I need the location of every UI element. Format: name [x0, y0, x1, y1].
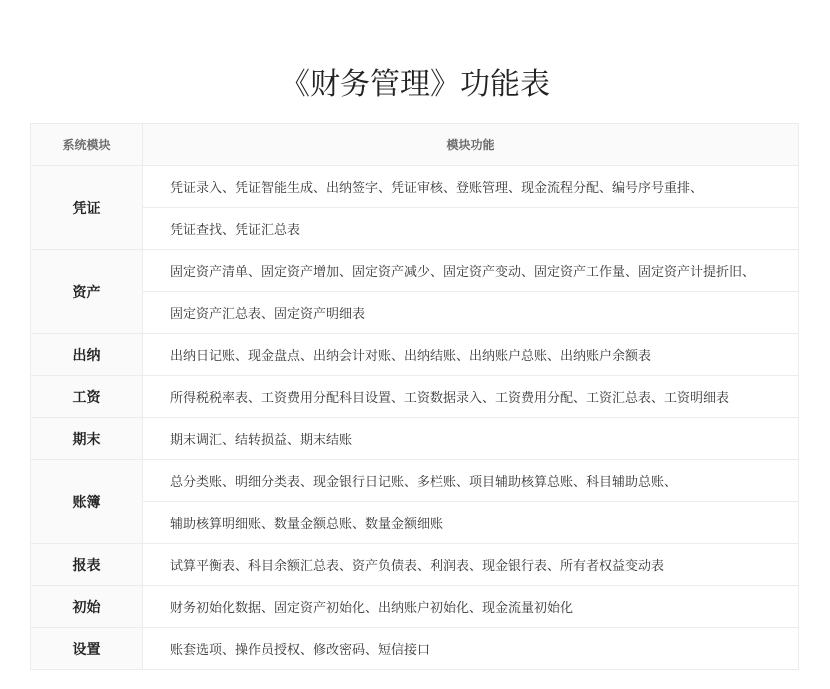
module-cell: 初始 [31, 586, 143, 628]
table-row [31, 460, 799, 502]
module-cell: 资产 [31, 250, 143, 334]
table-row [31, 628, 799, 670]
table-row [31, 208, 799, 250]
function-cell: 账套选项、操作员授权、修改密码、短信接口 [143, 628, 799, 670]
table-row [31, 334, 799, 376]
module-cell: 凭证 [31, 166, 143, 250]
module-cell: 设置 [31, 628, 143, 670]
function-cell: 期末调汇、结转损益、期末结账 [143, 418, 799, 460]
table-row [31, 376, 799, 418]
function-cell: 出纳日记账、现金盘点、出纳会计对账、出纳结账、出纳账户总账、出纳账户余额表 [143, 334, 799, 376]
table-row [31, 502, 799, 544]
module-cell: 报表 [31, 544, 143, 586]
module-cell: 期末 [31, 418, 143, 460]
table-row [31, 418, 799, 460]
table-header-row [31, 124, 799, 166]
table-row [31, 586, 799, 628]
module-cell: 账簿 [31, 460, 143, 544]
function-cell: 总分类账、明细分类表、现金银行日记账、多栏账、项目辅助核算总账、科目辅助总账、 [143, 460, 799, 502]
table-row [31, 250, 799, 292]
function-cell: 凭证查找、凭证汇总表 [143, 208, 799, 250]
table-row [31, 166, 799, 208]
table-row [31, 292, 799, 334]
module-cell: 出纳 [31, 334, 143, 376]
module-cell: 工资 [31, 376, 143, 418]
header-module: 系统模块 [31, 124, 143, 166]
function-cell: 所得税税率表、工资费用分配科目设置、工资数据录入、工资费用分配、工资汇总表、工资明细表 [143, 376, 799, 418]
header-functions: 模块功能 [143, 124, 799, 166]
function-cell: 固定资产清单、固定资产增加、固定资产减少、固定资产变动、固定资产工作量、固定资产计提折旧、 [143, 250, 799, 292]
function-table [30, 123, 799, 670]
function-cell: 辅助核算明细账、数量金额总账、数量金额细账 [143, 502, 799, 544]
function-cell: 试算平衡表、科目余额汇总表、资产负债表、利润表、现金银行表、所有者权益变动表 [143, 544, 799, 586]
function-cell: 固定资产汇总表、固定资产明细表 [143, 292, 799, 334]
page-title: 《财务管理》功能表 [280, 67, 550, 103]
function-cell: 凭证录入、凭证智能生成、出纳签字、凭证审核、登账管理、现金流程分配、编号序号重排、 [143, 166, 799, 208]
function-cell: 财务初始化数据、固定资产初始化、出纳账户初始化、现金流量初始化 [143, 586, 799, 628]
table-body [31, 166, 799, 670]
table-row [31, 544, 799, 586]
